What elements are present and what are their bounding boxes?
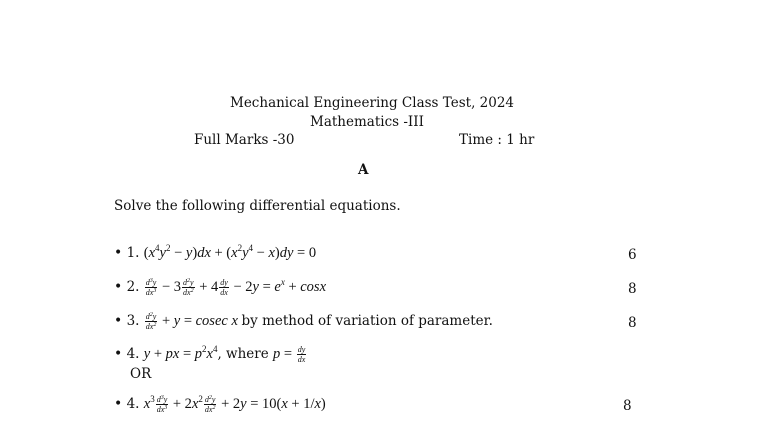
header-subject: Mathematics -III — [310, 114, 424, 130]
bullet: • — [114, 278, 123, 295]
question-3 — [114, 312, 493, 331]
question-4-equation: y + px = $p^2x^4$ — [143, 343, 218, 362]
question-2-marks: 8 — [628, 281, 637, 297]
time-allowed: Time : 1 hr — [459, 132, 535, 148]
question-4-p-definition: p = $\frac{dy}{dx}$ — [273, 345, 306, 364]
full-marks: Full Marks -30 — [194, 132, 295, 148]
bullet: • — [114, 312, 123, 329]
bullet: • — [114, 395, 123, 412]
question-3-text: by method of variation of parameter. — [241, 312, 493, 329]
question-4-text: , where — [217, 345, 269, 362]
question-2-equation: $\frac{d^3y}{dx^3}$ − 3 $\frac{d^2y}{dx^2}$ + 4 $\frac{dy}{dx}$ − $2y = e^x + \cos x$ — [145, 276, 327, 297]
question-3-equation: $\frac{d^2y}{dx^2}$ + y = cosec x — [145, 312, 238, 331]
question-4-alt-marks: 8 — [623, 398, 632, 414]
question-number: 1. — [126, 245, 140, 261]
section-heading: A — [358, 162, 369, 178]
question-1-marks: 6 — [628, 247, 637, 263]
question-1 — [114, 245, 316, 262]
question-4 — [114, 345, 307, 364]
or-label: OR — [130, 366, 152, 382]
question-4-alt-equation: $x^3$ $\frac{d^3y}{dx^3}$ + $2x^2$ $\frac{d^2y}{dx^2}$ + 2y = 10(x + 1/x) — [143, 393, 326, 414]
question-4-alt — [114, 395, 326, 414]
question-2 — [114, 278, 326, 297]
bullet: • — [114, 345, 123, 362]
question-number: 2. — [126, 278, 140, 295]
instruction-text: Solve the following differential equations. — [114, 198, 401, 214]
question-number: 4. — [126, 345, 140, 362]
bullet: • — [114, 245, 123, 261]
header-title: Mechanical Engineering Class Test, 2024 — [230, 95, 515, 111]
question-3-marks: 8 — [628, 315, 637, 331]
question-1-equation: $(x^4y^2 - y)dx + (x^2y^4 - x)dy = 0$ — [143, 243, 317, 261]
question-number: 3. — [126, 312, 140, 329]
question-number: 4. — [126, 395, 140, 412]
